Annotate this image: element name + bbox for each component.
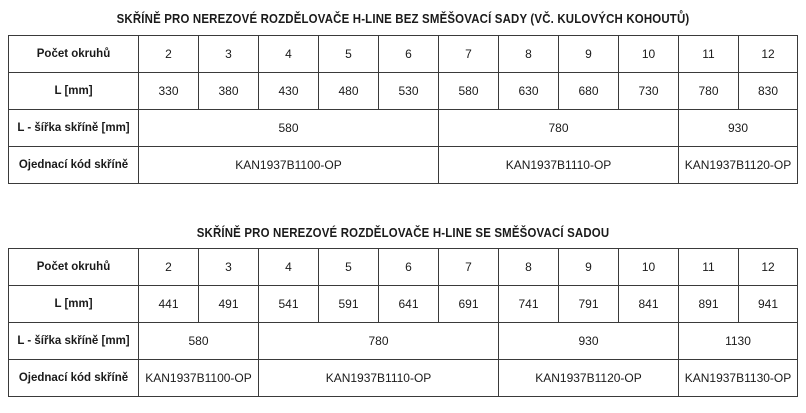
table-cell: 5: [319, 249, 379, 286]
table-cell: 4: [259, 36, 319, 73]
table-cell: 891: [679, 286, 739, 323]
table-cell: 10: [619, 249, 679, 286]
table-cell: 12: [739, 249, 798, 286]
table-cell: 12: [739, 36, 798, 73]
table-cell: 380: [199, 73, 259, 110]
table2-title: SKŘÍNĚ PRO NEREZOVÉ ROZDĚLOVAČE H-LINE SE SMĚŠOVACÍ SADOU: [196, 225, 610, 240]
table-cell: 330: [139, 73, 199, 110]
cabinet-table-without-mixing-set: [8, 35, 798, 184]
table-cell: 780: [679, 73, 739, 110]
table-cell: 780: [439, 110, 679, 147]
table-row: [9, 286, 798, 323]
row-label-circuits: Počet okruhů: [9, 36, 139, 73]
table-cell: 780: [259, 323, 499, 360]
table-cell: 10: [619, 36, 679, 73]
table-cell: 11: [679, 36, 739, 73]
table-row: [9, 360, 798, 397]
table-cell: 491: [199, 286, 259, 323]
table-cell: 9: [559, 36, 619, 73]
table-cell: 941: [739, 286, 798, 323]
row-label-width: L - šířka skříně [mm]: [9, 110, 139, 147]
row-label-length: L [mm]: [9, 73, 139, 110]
row-label-length: L [mm]: [9, 286, 139, 323]
table-cell: 8: [499, 36, 559, 73]
table-cell: 930: [499, 323, 679, 360]
table-cell: 3: [199, 36, 259, 73]
table-cell: 580: [139, 110, 439, 147]
table-cell: KAN1937B1130-OP: [679, 360, 798, 397]
table-cell: 7: [439, 249, 499, 286]
table-cell: 580: [439, 73, 499, 110]
table-row: [9, 147, 798, 184]
row-label-width: L - šířka skříně [mm]: [9, 323, 139, 360]
table-cell: 1130: [679, 323, 798, 360]
table-cell: KAN1937B1120-OP: [679, 147, 798, 184]
table-cell: 8: [499, 249, 559, 286]
table-cell: 541: [259, 286, 319, 323]
table-row: [9, 323, 798, 360]
table-cell: 430: [259, 73, 319, 110]
row-label-code: Ojednací kód skříně: [9, 360, 139, 397]
table-cell: 2: [139, 249, 199, 286]
table-cell: KAN1937B1100-OP: [139, 147, 439, 184]
table-cell: KAN1937B1110-OP: [439, 147, 679, 184]
row-label-code: Ojednací kód skříně: [9, 147, 139, 184]
table-cell: 591: [319, 286, 379, 323]
table-row: [9, 73, 798, 110]
table-cell: 5: [319, 36, 379, 73]
table-cell: 791: [559, 286, 619, 323]
table-cell: 930: [679, 110, 798, 147]
table-cell: 641: [379, 286, 439, 323]
table-cell: 691: [439, 286, 499, 323]
table-cell: 830: [739, 73, 798, 110]
table-cell: KAN1937B1110-OP: [259, 360, 499, 397]
table-cell: 480: [319, 73, 379, 110]
table-cell: 9: [559, 249, 619, 286]
table-row: [9, 36, 798, 73]
table-cell: KAN1937B1120-OP: [499, 360, 679, 397]
table-cell: 530: [379, 73, 439, 110]
cabinet-table-with-mixing-set: [8, 248, 798, 397]
table-cell: 3: [199, 249, 259, 286]
row-label-circuits: Počet okruhů: [9, 249, 139, 286]
table-cell: 730: [619, 73, 679, 110]
table-cell: 741: [499, 286, 559, 323]
table-cell: 6: [379, 36, 439, 73]
table-cell: 11: [679, 249, 739, 286]
table-cell: 7: [439, 36, 499, 73]
table-row: [9, 249, 798, 286]
table-cell: 841: [619, 286, 679, 323]
table-cell: 4: [259, 249, 319, 286]
table-cell: 580: [139, 323, 259, 360]
table-cell: 441: [139, 286, 199, 323]
table-cell: 630: [499, 73, 559, 110]
table-cell: 2: [139, 36, 199, 73]
table-cell: 680: [559, 73, 619, 110]
table-cell: 6: [379, 249, 439, 286]
table-row: [9, 110, 798, 147]
table-cell: KAN1937B1100-OP: [139, 360, 259, 397]
table1-title: SKŘÍNĚ PRO NEREZOVÉ ROZDĚLOVAČE H-LINE BEZ SMĚŠOVACÍ SADY (VČ. KULOVÝCH KOHOUTŮ): [116, 11, 690, 26]
